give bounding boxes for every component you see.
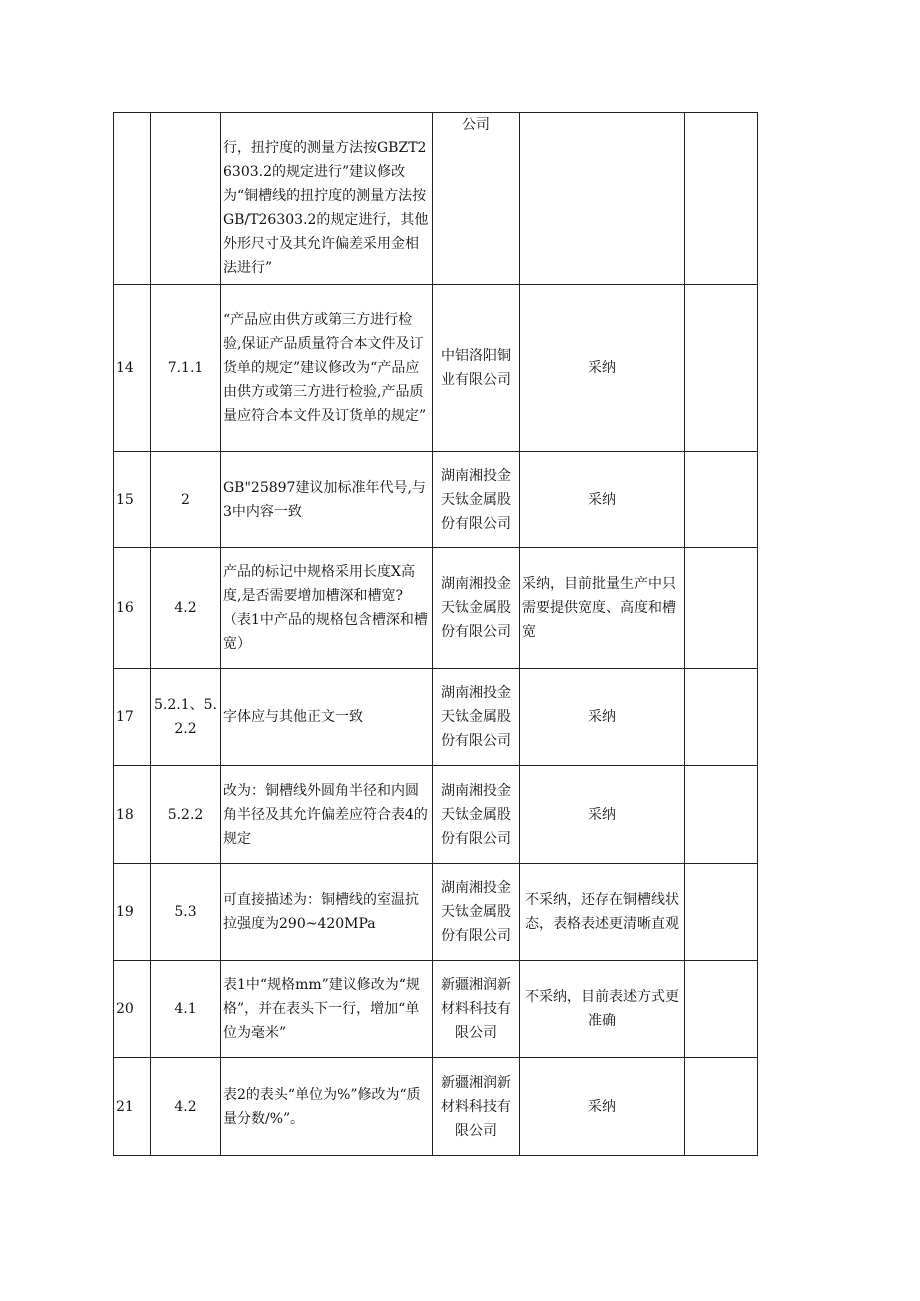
comment-content: 表2的表头“单位为%”修改为“质量分数/%”。 [221, 1058, 433, 1156]
proposing-unit: 新疆湘润新材料科技有限公司 [433, 1058, 520, 1156]
row-number: 18 [114, 766, 151, 864]
comment-content: 可直接描述为：铜槽线的室温抗拉强度为290~420MPa [221, 864, 433, 961]
remark [685, 285, 758, 452]
proposing-unit: 新疆湘润新材料科技有限公司 [433, 961, 520, 1058]
remark [685, 1058, 758, 1156]
handling-result: 采纳 [520, 766, 685, 864]
remark [685, 961, 758, 1058]
handling-result: 采纳 [520, 669, 685, 766]
handling-result: 采纳，目前批量生产中只需要提供宽度、高度和槽宽 [520, 548, 685, 669]
proposing-unit: 湖南湘投金天钛金属股份有限公司 [433, 766, 520, 864]
table-row [114, 669, 758, 766]
opinion-table [113, 112, 758, 1156]
row-number [114, 113, 151, 285]
table-row [114, 285, 758, 452]
comment-content: 行，扭拧度的测量方法按GBZT26303.2的规定进行”建议修改为“铜槽线的扭拧度的测量方法按GB/T26303.2的规定进行，其他外形尺寸及其允许偏差采用金相法进行” [221, 113, 433, 285]
proposing-unit: 湖南湘投金天钛金属股份有限公司 [433, 452, 520, 548]
row-number: 15 [114, 452, 151, 548]
table-row [114, 961, 758, 1058]
comment-content: 表1中“规格mm”建议修改为“规格”，并在表头下一行，增加“单位为毫米” [221, 961, 433, 1058]
proposing-unit: 公司 [433, 113, 520, 285]
table-row [114, 452, 758, 548]
table-row [114, 864, 758, 961]
remark [685, 113, 758, 285]
handling-result: 采纳 [520, 452, 685, 548]
remark [685, 766, 758, 864]
clause-number: 5.3 [151, 864, 221, 961]
comment-content: 字体应与其他正文一致 [221, 669, 433, 766]
row-number: 20 [114, 961, 151, 1058]
handling-result: 采纳 [520, 1058, 685, 1156]
row-number: 17 [114, 669, 151, 766]
table-row [114, 548, 758, 669]
remark [685, 669, 758, 766]
comment-content: GB"25897建议加标准年代号,与3中内容一致 [221, 452, 433, 548]
table-row [114, 113, 758, 285]
handling-result: 不采纳，目前表述方式更准确 [520, 961, 685, 1058]
remark [685, 548, 758, 669]
row-number: 19 [114, 864, 151, 961]
table-row [114, 1058, 758, 1156]
handling-result [520, 113, 685, 285]
table-row [114, 766, 758, 864]
clause-number: 4.2 [151, 548, 221, 669]
proposing-unit: 湖南湘投金天钛金属股份有限公司 [433, 864, 520, 961]
proposing-unit: 湖南湘投金天钛金属股份有限公司 [433, 669, 520, 766]
comment-content: “产品应由供方或第三方进行检验,保证产品质量符合本文件及订货单的规定”建议修改为“产品应由供方或第三方进行检验,产品质量应符合本文件及订货单的规定” [221, 285, 433, 452]
clause-number: 4.1 [151, 961, 221, 1058]
proposing-unit: 中铝洛阳铜业有限公司 [433, 285, 520, 452]
remark [685, 864, 758, 961]
proposing-unit: 湖南湘投金天钛金属股份有限公司 [433, 548, 520, 669]
remark [685, 452, 758, 548]
clause-number [151, 113, 221, 285]
handling-result: 采纳 [520, 285, 685, 452]
row-number: 21 [114, 1058, 151, 1156]
clause-number: 5.2.2 [151, 766, 221, 864]
clause-number: 5.2.1、5.2.2 [151, 669, 221, 766]
clause-number: 2 [151, 452, 221, 548]
clause-number: 4.2 [151, 1058, 221, 1156]
comment-content: 产品的标记中规格采用长度X高度,是否需要增加槽深和槽宽?（表1中产品的规格包含槽深和槽宽） [221, 548, 433, 669]
handling-result: 不采纳，还存在铜槽线状态，表格表述更清晰直观 [520, 864, 685, 961]
clause-number: 7.1.1 [151, 285, 221, 452]
row-number: 14 [114, 285, 151, 452]
row-number: 16 [114, 548, 151, 669]
comment-content: 改为：铜槽线外圆角半径和内圆角半径及其允许偏差应符合表4的规定 [221, 766, 433, 864]
